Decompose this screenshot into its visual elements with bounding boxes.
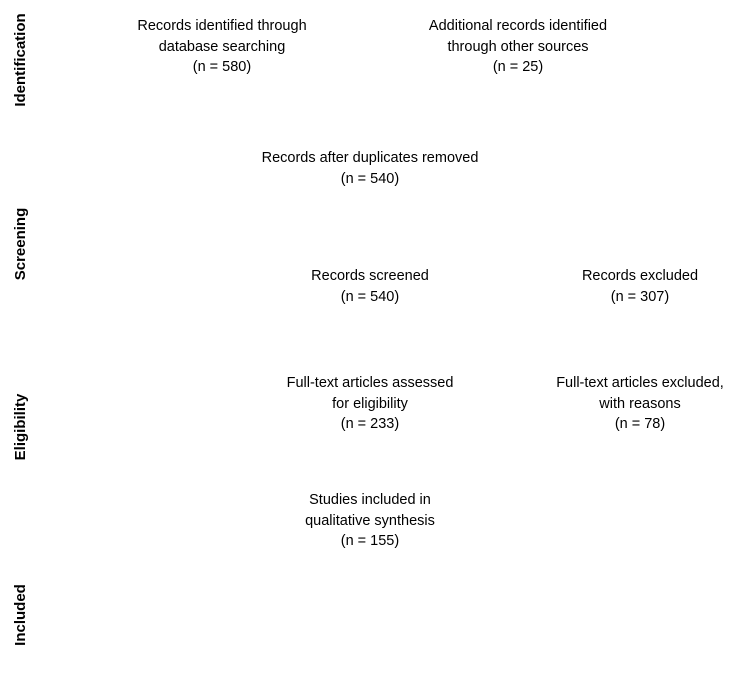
node-duplicates-removed-line1: Records after duplicates removed — [261, 150, 479, 166]
node-duplicates-removed-count: (n = 540) — [340, 170, 400, 187]
stage-label-eligibility: Eligibility — [12, 393, 29, 461]
node-other-sources — [408, 16, 628, 78]
node-fulltext-excluded-line2: with reasons — [599, 395, 681, 412]
node-records-screened-count: (n = 540) — [340, 288, 400, 305]
stage-label-included: Included — [12, 584, 29, 646]
node-records-screened — [290, 266, 450, 307]
stage-label-screening: Screening — [12, 207, 29, 281]
node-database-records-line2: database searching — [158, 38, 286, 55]
node-database-records-line1: Records identified through — [137, 18, 307, 34]
node-other-sources-count: (n = 25) — [492, 59, 544, 75]
node-records-screened-line1: Records screened — [311, 268, 429, 284]
stage-label-identification: Identification — [12, 13, 29, 107]
node-fulltext-excluded-line1: Full-text articles excluded, — [556, 375, 724, 391]
node-other-sources-line1: Additional records identified — [428, 18, 608, 34]
node-records-excluded-count: (n = 307) — [610, 288, 670, 305]
node-fulltext-assessed-count: (n = 233) — [340, 416, 400, 432]
node-database-records — [122, 16, 322, 78]
node-fulltext-assessed-line1: Full-text articles assessed — [286, 375, 454, 391]
node-duplicates-removed — [240, 148, 500, 189]
node-studies-included-count: (n = 155) — [340, 533, 400, 549]
node-records-excluded-line1: Records excluded — [581, 268, 699, 284]
node-studies-included-line1: Studies included in — [309, 492, 431, 508]
node-fulltext-excluded-count: (n = 78) — [614, 416, 666, 432]
node-records-excluded — [560, 266, 720, 307]
node-studies-included-line2: qualitative synthesis — [305, 512, 435, 529]
node-fulltext-assessed-line2: for eligibility — [332, 395, 408, 412]
node-fulltext-assessed — [270, 373, 470, 435]
node-other-sources-line2: through other sources — [447, 38, 589, 55]
node-fulltext-excluded — [540, 373, 733, 435]
node-database-records-count: (n = 580) — [192, 59, 252, 75]
node-studies-included — [280, 490, 460, 552]
